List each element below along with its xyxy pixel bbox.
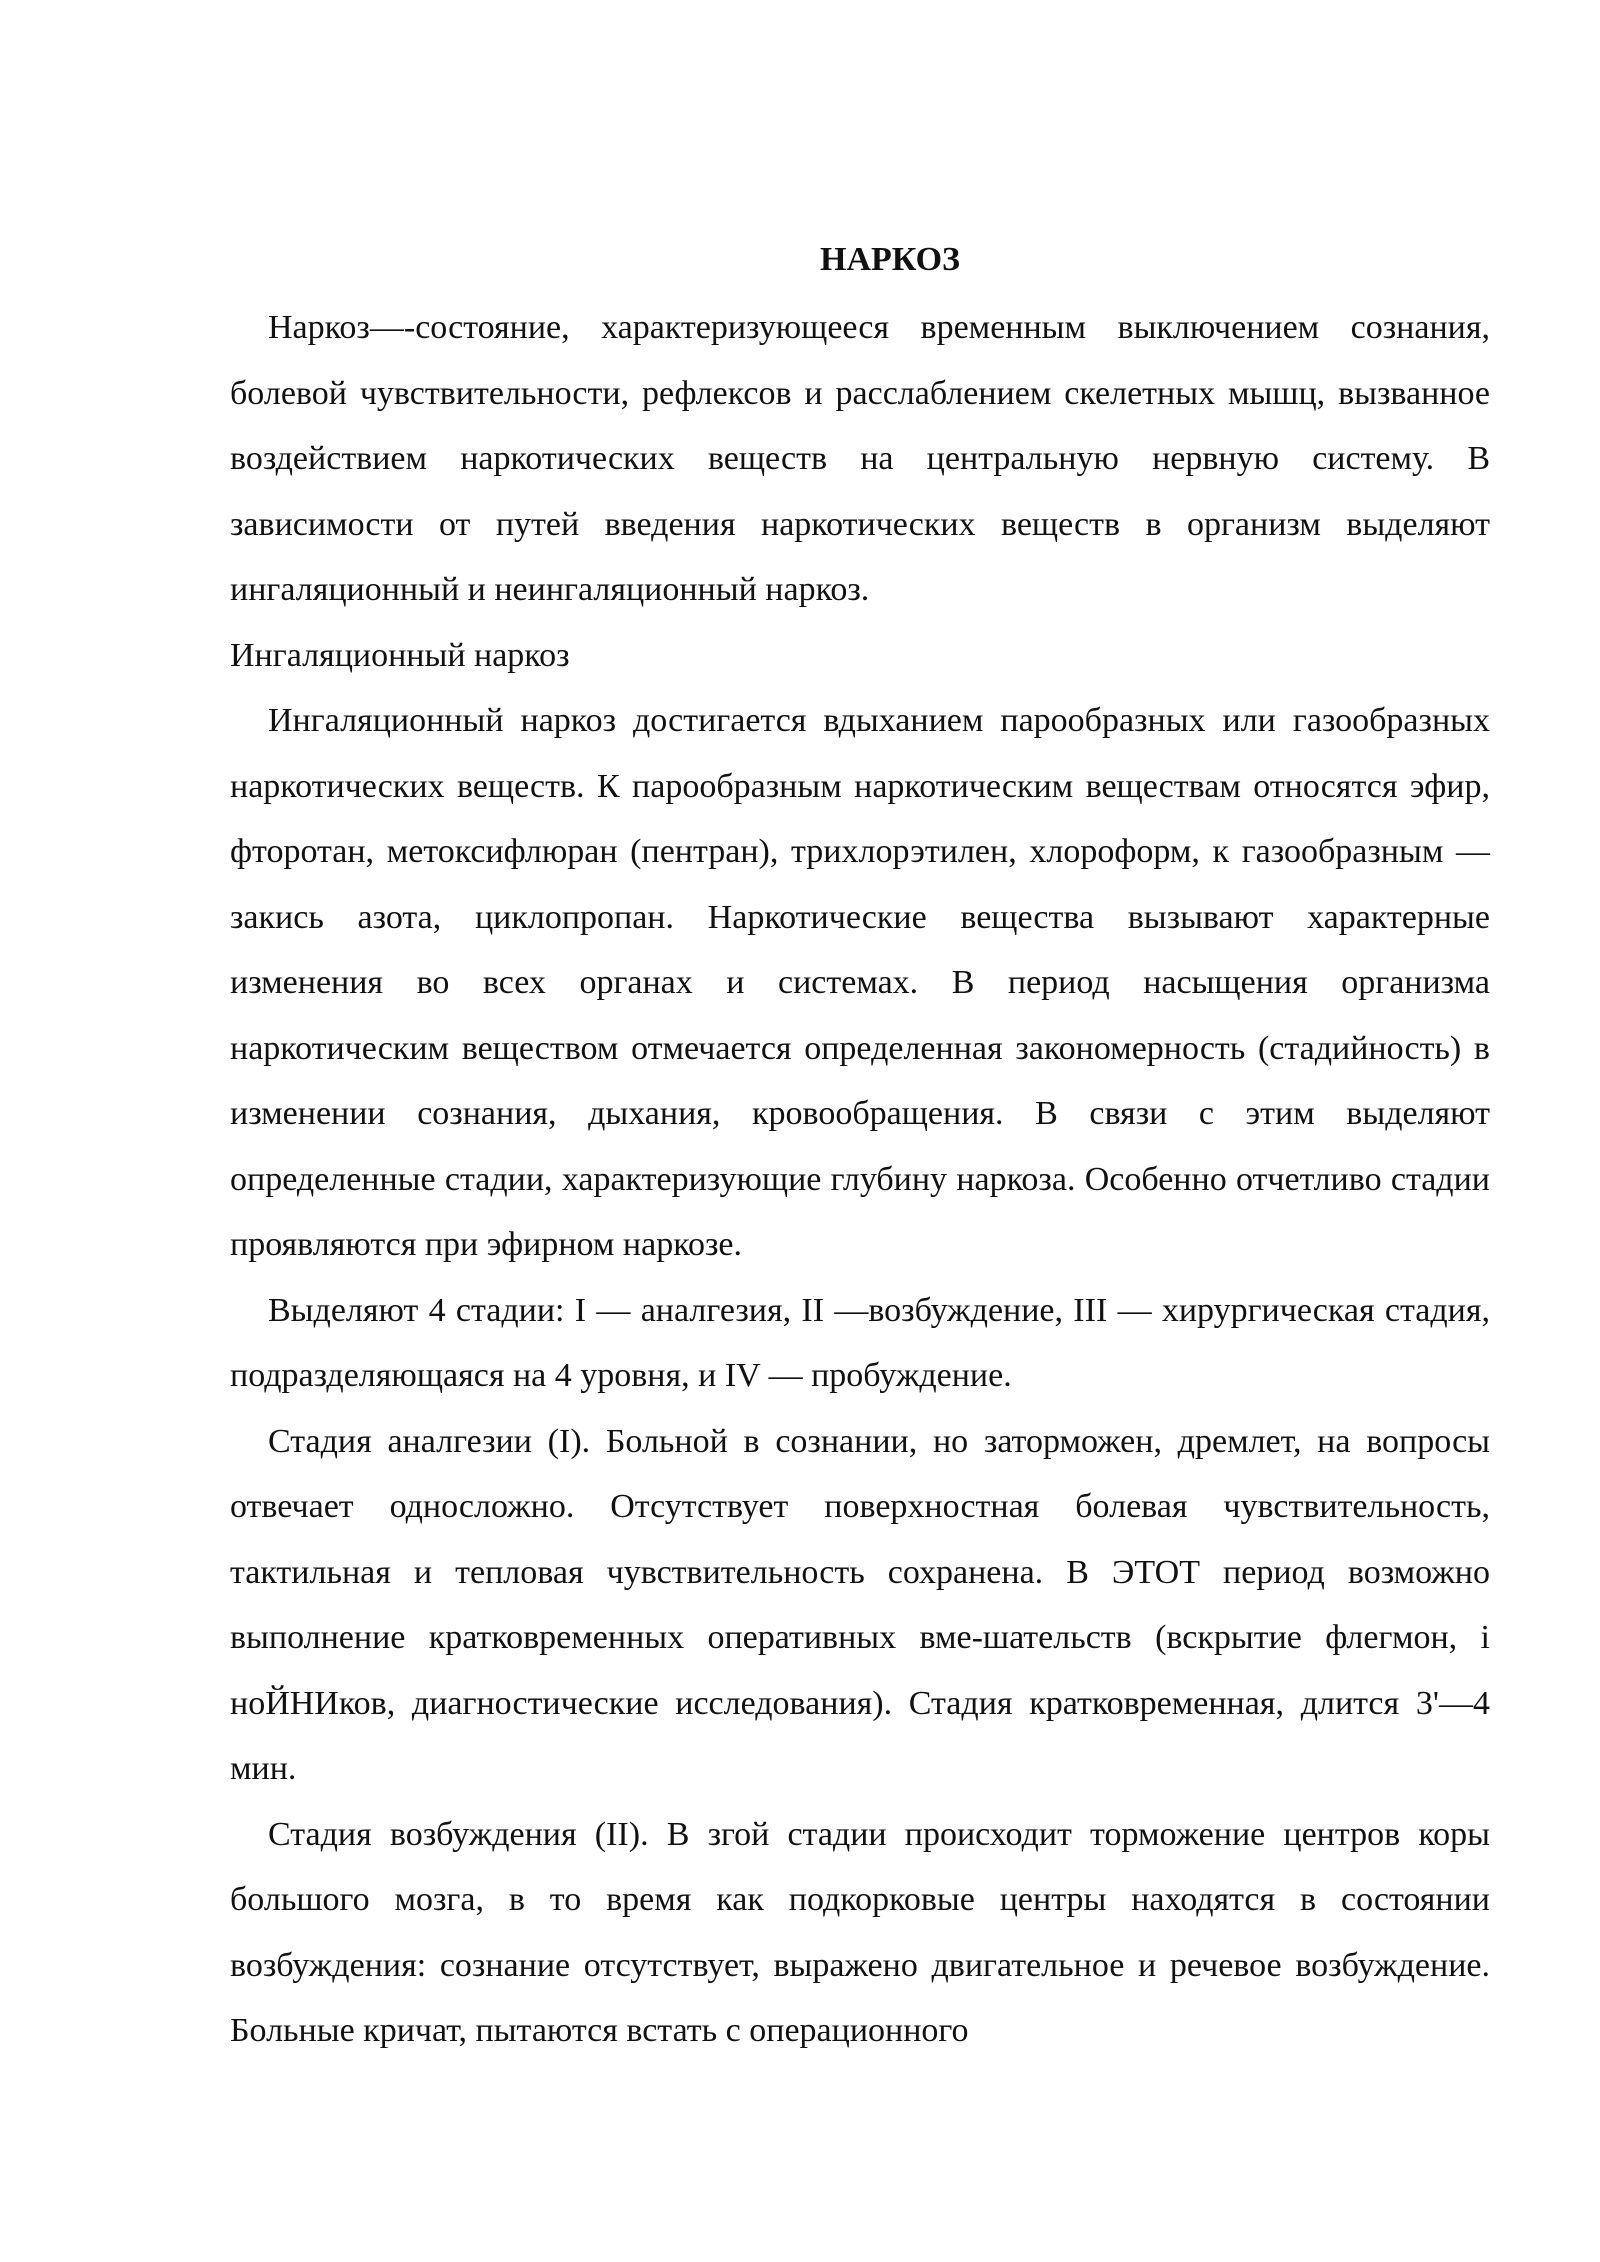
document-title: НАРКОЗ: [820, 241, 960, 278]
paragraph-definition: Наркоз—-состояние, характеризующееся временным выключением сознания, болевой чувствительности, рефлексов и расслаблением скелетных мышц, вызванное воздействием наркотических веществ на центральную нервную систему. В зависимости от путей введения наркотических веществ в организм выделяют ингаляционный и неингаляционный наркоз.: [230, 309, 1490, 608]
paragraph-stages: Выделяют 4 стадии: I — аналгезия, II —возбуждение, III — хирургическая стадия, подразделяющаяся на 4 уровня, и IV — пробуждение.: [230, 1291, 1490, 1394]
paragraph-stage-analgesia: Стадия аналгезии (I). Больной в сознании, но заторможен, дремлет, на вопросы отвечает односложно. Отсутствует поверхностная болевая чувствительность, тактильная и тепловая чувствительность сохранена. В ЭТОТ период возможно выполнение кратковременных оперативных вме-шательств (вскрытие флегмон, і ноЙНИков, диагностические исследования). Стадия кратковременная, длится 3'—4 мин.: [230, 1422, 1490, 1787]
paragraph-stage-excitation: Стадия возбуждения (II). В згой стадии происходит торможение центров коры большого мозга, в то время как подкорковые центры находятся в состоянии возбуждения: сознание отсутствует, выражено двигательное и речевое возбуждение. Больные кричат, пытаются встать с операционного: [230, 1815, 1490, 2049]
document-body: [230, 225, 1490, 2064]
paragraph-inhalation: Ингаляционный наркоз достигается вдыханием парообразных или газообразных наркотических веществ. К парообразным наркотическим веществам относятся эфир, фторотан, метоксифлюран (пентран), трихлорэтилен, хлороформ, к газообразным —закись азота, циклопропан. Наркотические вещества вызывают характерные изменения во всех органах и системах. В период насыщения организма наркотическим веществом отмечается определенная закономерность (стадийность) в изменении сознания, дыхания, кровообращения. В связи с этим выделяют определенные стадии, характеризующие глубину наркоза. Особенно отчетливо стадии проявляются при эфирном наркозе.: [230, 702, 1490, 1263]
section-heading-inhalation: Ингаляционный наркоз: [230, 636, 570, 674]
